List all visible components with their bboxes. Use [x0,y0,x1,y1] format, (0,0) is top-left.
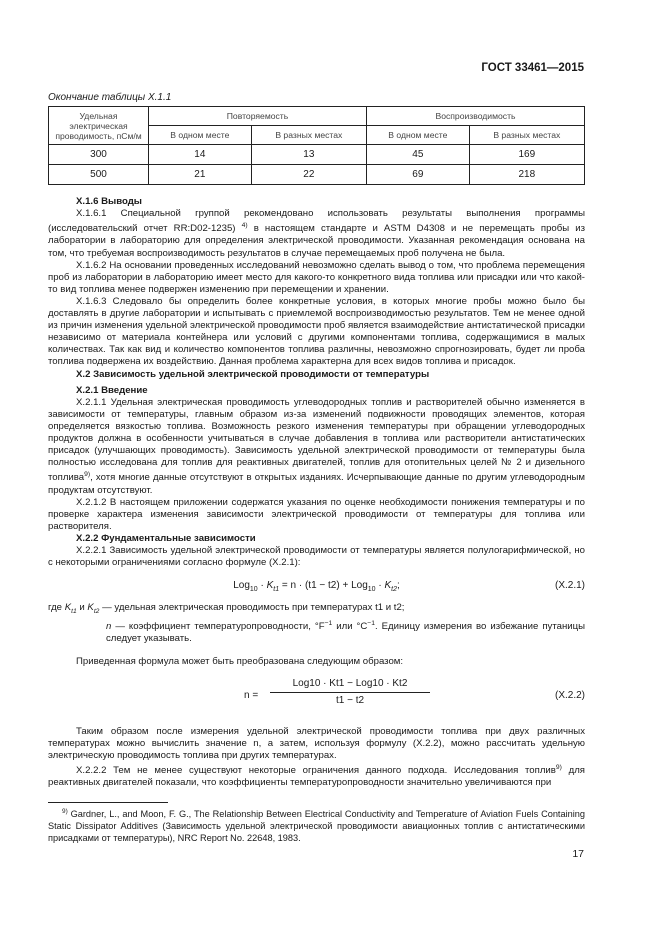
eq-sub: 10 [367,586,376,594]
formula-x22 [48,676,585,718]
page-number: 17 [572,848,584,860]
section-heading: Х.1.6 Выводы [76,196,142,207]
group-reproducibility: Воспроизводимость [366,107,584,126]
results-table [48,106,585,185]
eq-var: K [87,602,94,614]
table-cell: 69 [366,165,469,185]
formula-x21 [48,574,585,598]
definition [48,618,585,645]
paragraph-text: , хотя многие данные отсутствуют в открытых изданиях. Исчерпывающие данные по другим углеводородным продуктам отсутствуют. [48,472,585,496]
table-cell: 22 [251,165,366,185]
eq-var: K [64,602,72,614]
table-cell: 500 [49,165,149,185]
table-cell: 169 [469,145,584,165]
paragraph-text: для реактивных двигателей показали, что коэффициенты температуропроводности значительно увеличиваются при [48,765,585,789]
paragraph-text: Х.2.2.2 Тем не менее существуют некоторые ограничения данного подхода. Исследования топлив [76,765,556,777]
sub-header: В одном месте [149,126,252,145]
where-label: где [48,602,63,614]
def-sup: −1 [367,620,375,628]
table-cell: 300 [49,145,149,165]
def-text: или °C [332,621,368,633]
eq-sub: t2 [391,586,397,594]
formula-expression [48,580,585,596]
def-text: — удельная электрическая проводимость при температурах t1 и t2; [102,602,405,614]
paragraph: Х.2.1.2 В настоящем приложении содержатся указания по оценке необходимости понижения температуры и по проверке характера изменения зависимости электрической проводимости от температуры для топлива или растворителя. [48,496,585,532]
col-conductivity: Удельная электрическая проводимость, пСм/м [49,107,149,145]
eq-text: · [375,580,385,592]
paragraph: Х.1.6.2 На основании проведенных исследований невозможно сделать вывод о том, что проблема перемещения проб из лаборатории в лабораторию имеет место для какого-то конкретного вида топлива или присадки или что какой-то вид топлива менее подвержен изменению при перемещении и хранении. [48,259,585,295]
table-row [49,145,585,165]
paragraph: Таким образом после измерения удельной электрической проводимости топлива при двух различных температурах можно вычислить значение n, а затем, используя формулу (Х.2.2), можно рассчитать удельную электрическую проводимость топлива при других температурах. [48,725,585,761]
eq-sub: t1 [71,608,77,616]
paragraph: Приведенная формула может быть преобразована следующим образом: [76,655,404,667]
eq-text: = n · (t1 − t2) + [279,580,352,592]
formula-lhs: n = [244,689,259,701]
table-cell: 45 [366,145,469,165]
def-label: и [79,602,85,614]
def-text: . Единицу измерения во избежание путаницы следует указывать. [106,621,585,645]
sub-header: В разных местах [251,126,366,145]
eq-text: ; [396,580,400,592]
footnote-text: Gardner, L., and Moon, F. G., The Relationship Between Electrical Conductivity and Temperature of Aviation Fuels Containing Static Dissipator Additives (Зависимость удельной электрической проводимости авиационных топлив с антистатическими присадками от температуры), NRC Report No. 22648, 1983. [48,809,585,844]
def-label: n [106,621,112,633]
formula-number: (Х.2.2) [554,689,585,701]
eq-sub: 10 [249,586,258,594]
group-repeatability: Повторяемость [149,107,367,126]
footnote-mark: 9) [62,808,68,815]
table-cell: 13 [251,145,366,165]
eq-sub: t1 [273,586,280,594]
def-text: — коэффициент температуропроводности, °F [115,621,325,633]
footnote-ref: 9) [84,471,91,479]
fraction-denominator: t1 − t2 [335,694,365,706]
eq-text: · [257,580,267,592]
formula-number: (Х.2.1) [554,580,585,592]
eq-var: K [266,580,274,592]
eq-var: K [384,580,392,592]
table-row [49,165,585,185]
paragraph [48,762,585,789]
paragraph: Х.1.6.3 Следовало бы определить более конкретные условия, в которых многие пробы можно было бы доставлять в другие лаборатории и испытывать с приемлемой воспроизводимостью результатов. Тем не менее одной из причин изменения удельной электрической проводимости проб является взаимодействие антистатической присадки независимо от материала контейнера или условий с другими компонентами топлива, содержащимися в малых количествах. Так как вид и количество компонентов топлива различны, невозможно спрогнозировать, будет ли проба топлива подвержена их воздействию. Данная проблема характерна для всех видов топлива и присадок. [48,295,585,368]
footnote-divider [48,802,168,803]
eq-sub: t2 [93,608,100,616]
formula-fraction [270,678,430,707]
table-cell: 218 [469,165,584,185]
paragraph-text: Х.2.1.1 Удельная электрическая проводимость углеводородных топлив и растворителей обычно изменяется в зависимости от температуры, главным образом из-за изменений подвижности проводящих элементов, которая определяется вязкостью топлива. Возможность резкого изменения температуры при обращении углеводородных продуктов должна в особенности учитываться в случае добавления в топлива или растворители антистатических присадок (улучшающих проводимость). Зависимость удельной электрической проводимости от температуры была полностью исследована для топлив для реактивных двигателей, топлив для отопительных целей № 2 и дизельного топлива [48,396,585,484]
table-cell: 21 [149,165,252,185]
footnote [48,806,585,844]
paragraph-text: Х.1.6.1 Специальной группой рекомендовано использовать результаты выполнения программы (исследовательский отчет RR:D02-1235) [48,208,585,235]
sub-header: В разных местах [469,126,584,145]
table-cell: 14 [149,145,252,165]
body-text [48,196,585,789]
eq-text: Log [351,580,368,592]
eq-text: Log [233,580,250,592]
section-heading: Х.2.2 Фундаментальные зависимости [76,532,256,544]
def-sup: −1 [324,620,333,628]
fraction-numerator: Log10 · Kt1 − Log10 · Kt2 [270,678,430,693]
paragraph [48,397,585,497]
definition [48,602,585,618]
table-caption: Окончание таблицы Х.1.1 [48,92,172,103]
sub-header: В одном месте [366,126,469,145]
footnote-ref: 9) [555,763,562,771]
paragraph: Х.2.2.1 Зависимость удельной электрической проводимости от температуры является полулогарифмической, но с некоторыми ограничениями согласно формуле (Х.2.1): [48,545,585,569]
footnote-ref: 4) [241,222,248,230]
section-heading: Х.2.1 Введение [76,384,148,396]
standard-number: ГОСТ 33461—2015 [481,62,584,74]
paragraph-text: в настоящем стандарте и ASTM D4308 и не перемещать пробы из лаборатории в лабораторию для определения электрической проводимости. Указанная рекомендация основана на том, что требуемая воспроизводимость результатов в случае перемещаемых проб получена не была. [48,223,585,259]
section-heading: Х.2 Зависимость удельной электрической проводимости от температуры [76,368,430,380]
paragraph [48,208,585,260]
